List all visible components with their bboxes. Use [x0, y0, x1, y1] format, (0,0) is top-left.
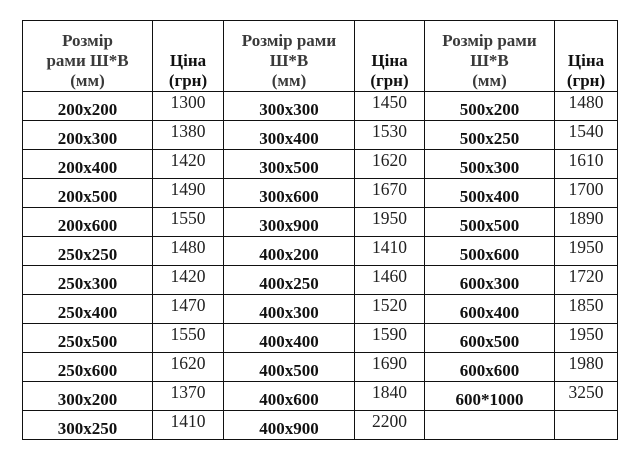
size-cell: 600x300	[425, 266, 555, 295]
table-row	[23, 237, 618, 266]
size-cell: 500x500	[425, 208, 555, 237]
header-line: (мм)	[271, 71, 307, 90]
price-cell	[555, 411, 618, 440]
size-cell: 400x400	[224, 324, 355, 353]
price-cell: 1480	[555, 92, 618, 121]
size-column-header	[224, 21, 355, 92]
header-line: Ціна	[371, 51, 408, 70]
size-cell: 250x600	[23, 353, 153, 382]
price-cell: 1670	[355, 179, 425, 208]
header-line: Ціна	[169, 51, 207, 70]
header-line: (мм)	[70, 71, 105, 90]
size-cell: 400x200	[224, 237, 355, 266]
table-row	[23, 353, 618, 382]
size-cell: 400x900	[224, 411, 355, 440]
size-cell: 500x600	[425, 237, 555, 266]
size-cell: 300x250	[23, 411, 153, 440]
header-line: рами Ш*В	[46, 51, 129, 70]
size-cell: 300x900	[224, 208, 355, 237]
price-cell: 3250	[555, 382, 618, 411]
price-cell: 1950	[555, 324, 618, 353]
price-cell: 1420	[153, 150, 224, 179]
size-cell: 300x600	[224, 179, 355, 208]
header-line: (грн)	[168, 71, 208, 90]
price-cell: 1950	[555, 237, 618, 266]
size-cell: 300x200	[23, 382, 153, 411]
size-cell: 600*1000	[425, 382, 555, 411]
price-cell: 1840	[355, 382, 425, 411]
size-cell: 250x400	[23, 295, 153, 324]
size-cell: 250x300	[23, 266, 153, 295]
size-column-header	[425, 21, 555, 92]
price-cell: 1520	[355, 295, 425, 324]
size-cell	[425, 411, 555, 440]
table-row	[23, 382, 618, 411]
price-cell: 2200	[355, 411, 425, 440]
size-cell: 250x250	[23, 237, 153, 266]
size-cell: 500x250	[425, 121, 555, 150]
header-line: Розмір рами	[442, 31, 537, 50]
size-cell: 400x300	[224, 295, 355, 324]
size-cell: 200x200	[23, 92, 153, 121]
header-line: Ш*В	[269, 51, 309, 70]
price-cell: 1530	[355, 121, 425, 150]
size-cell: 300x300	[224, 92, 355, 121]
size-cell: 200x300	[23, 121, 153, 150]
price-cell: 1890	[555, 208, 618, 237]
price-cell: 1590	[355, 324, 425, 353]
frame-price-table	[22, 20, 618, 440]
table-row	[23, 411, 618, 440]
table-row	[23, 295, 618, 324]
header-line: Розмір	[62, 31, 113, 50]
table-row	[23, 179, 618, 208]
table-row	[23, 208, 618, 237]
price-cell: 1300	[153, 92, 224, 121]
price-cell: 1470	[153, 295, 224, 324]
table-row	[23, 150, 618, 179]
size-cell: 400x600	[224, 382, 355, 411]
header-line: Ціна	[567, 51, 605, 70]
size-cell: 600x600	[425, 353, 555, 382]
table-row	[23, 121, 618, 150]
price-cell: 1980	[555, 353, 618, 382]
size-cell: 300x400	[224, 121, 355, 150]
table-row	[23, 266, 618, 295]
price-cell: 1850	[555, 295, 618, 324]
header-line: Ш*В	[470, 51, 509, 70]
price-cell: 1610	[555, 150, 618, 179]
price-column-header	[153, 21, 224, 92]
size-cell: 200x400	[23, 150, 153, 179]
price-cell: 1720	[555, 266, 618, 295]
size-cell: 400x250	[224, 266, 355, 295]
size-cell: 400x500	[224, 353, 355, 382]
table-body	[23, 92, 618, 440]
price-cell: 1620	[355, 150, 425, 179]
size-cell: 200x600	[23, 208, 153, 237]
size-cell: 500x400	[425, 179, 555, 208]
price-cell: 1620	[153, 353, 224, 382]
price-cell: 1370	[153, 382, 224, 411]
size-cell: 500x200	[425, 92, 555, 121]
price-cell: 1550	[153, 208, 224, 237]
price-cell: 1490	[153, 179, 224, 208]
price-cell: 1410	[153, 411, 224, 440]
price-cell: 1420	[153, 266, 224, 295]
size-cell: 500x300	[425, 150, 555, 179]
header-line: (грн)	[370, 71, 409, 90]
price-cell: 1950	[355, 208, 425, 237]
price-cell: 1410	[355, 237, 425, 266]
price-column-header	[355, 21, 425, 92]
table-row	[23, 324, 618, 353]
size-column-header	[23, 21, 153, 92]
size-cell: 200x500	[23, 179, 153, 208]
price-cell: 1540	[555, 121, 618, 150]
header-line: Розмір рами	[241, 31, 337, 50]
price-cell: 1450	[355, 92, 425, 121]
price-cell: 1700	[555, 179, 618, 208]
size-cell: 250x500	[23, 324, 153, 353]
size-cell: 300x500	[224, 150, 355, 179]
price-cell: 1480	[153, 237, 224, 266]
price-cell: 1550	[153, 324, 224, 353]
price-cell: 1690	[355, 353, 425, 382]
table-row	[23, 92, 618, 121]
price-cell: 1460	[355, 266, 425, 295]
size-cell: 600x500	[425, 324, 555, 353]
header-line: (грн)	[566, 71, 606, 90]
header-line: (мм)	[472, 71, 507, 90]
price-column-header	[555, 21, 618, 92]
size-cell: 600x400	[425, 295, 555, 324]
header-row	[23, 21, 618, 92]
price-cell: 1380	[153, 121, 224, 150]
